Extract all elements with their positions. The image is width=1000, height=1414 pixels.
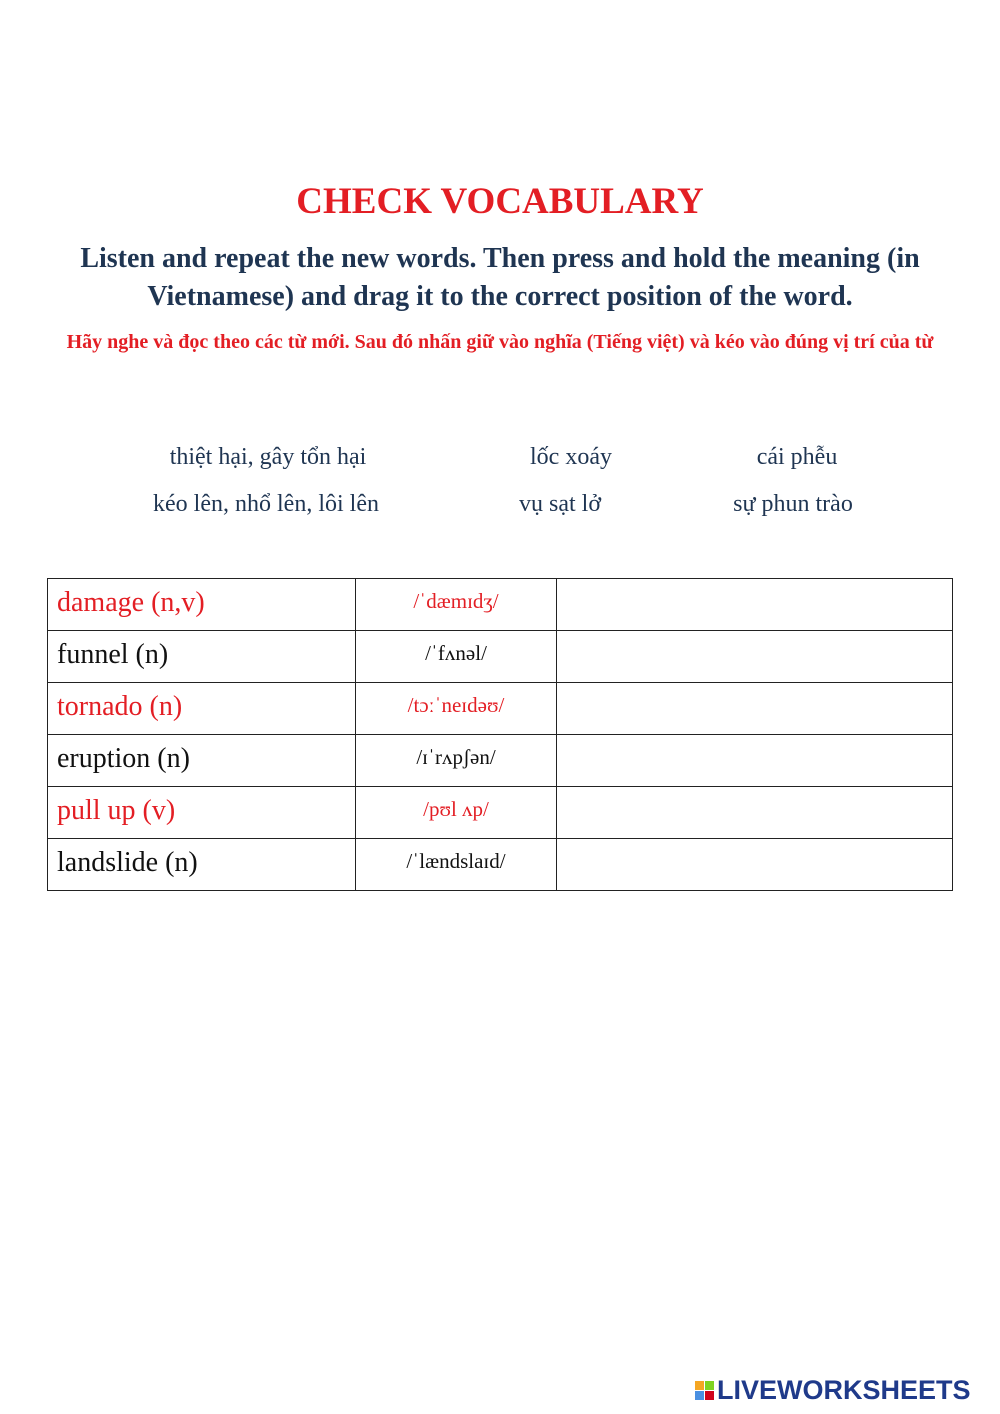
ipa-label: /tɔːˈneɪdəʊ/ <box>407 693 505 717</box>
word-label: eruption (n) <box>57 743 190 774</box>
ipa-cell <box>356 735 557 787</box>
word-label: landslide (n) <box>57 847 198 878</box>
ipa-label: /ɪˈrʌpʃən/ <box>416 745 496 769</box>
ipa-cell <box>356 631 557 683</box>
answer-drop-zone[interactable] <box>557 579 953 631</box>
word-label: funnel (n) <box>57 639 169 670</box>
instructions-english: Listen and repeat the new words. Then press and hold the meaning (in Vietnamese) and drag it to the correct position of the word. <box>80 243 920 312</box>
table-row <box>48 579 953 631</box>
liveworksheets-logo <box>695 1376 995 1404</box>
meaning-chip[interactable]: vụ sạt lở <box>518 491 602 517</box>
meaning-chip[interactable]: sự phun trào <box>733 491 853 517</box>
meaning-chip[interactable]: lốc xoáy <box>530 444 612 470</box>
word-cell <box>48 631 356 683</box>
word-cell <box>48 787 356 839</box>
word-label: damage (n,v) <box>57 587 205 618</box>
ipa-label: /ˈdæmɪdʒ/ <box>413 589 499 613</box>
answer-drop-zone[interactable] <box>557 735 953 787</box>
vocabulary-table <box>47 578 953 891</box>
logo-square <box>705 1381 714 1390</box>
table-row <box>48 787 953 839</box>
word-label: pull up (v) <box>57 795 176 826</box>
meaning-chip[interactable]: kéo lên, nhổ lên, lôi lên <box>153 491 379 517</box>
table-row <box>48 839 953 891</box>
logo-mark-icon <box>695 1381 714 1400</box>
table-row <box>48 631 953 683</box>
word-label: tornado (n) <box>57 691 183 722</box>
logo-square <box>695 1391 704 1400</box>
table-row <box>48 735 953 787</box>
ipa-label: /pʊl ʌp/ <box>423 797 489 821</box>
word-cell <box>48 735 356 787</box>
logo-text: LIVEWORKSHEETS <box>717 1374 971 1405</box>
answer-drop-zone[interactable] <box>557 787 953 839</box>
word-cell <box>48 839 356 891</box>
meaning-chip[interactable]: cái phễu <box>756 444 838 470</box>
answer-drop-zone[interactable] <box>557 839 953 891</box>
page-title: CHECK VOCABULARY <box>296 181 704 222</box>
answer-drop-zone[interactable] <box>557 631 953 683</box>
logo-square <box>705 1391 714 1400</box>
ipa-cell <box>356 579 557 631</box>
logo-square <box>695 1381 704 1390</box>
word-cell <box>48 579 356 631</box>
table-row <box>48 683 953 735</box>
meaning-chip[interactable]: thiệt hại, gây tổn hại <box>169 444 367 470</box>
ipa-cell <box>356 787 557 839</box>
answer-drop-zone[interactable] <box>557 683 953 735</box>
word-cell <box>48 683 356 735</box>
ipa-cell <box>356 839 557 891</box>
ipa-label: /ˈlændslaɪd/ <box>406 849 506 873</box>
instructions-vietnamese: Hãy nghe và đọc theo các từ mới. Sau đó nhấn giữ vào nghĩa (Tiếng việt) và kéo vào đúng vị trí của từ <box>66 331 934 353</box>
ipa-label: /ˈfʌnəl/ <box>425 641 487 665</box>
ipa-cell <box>356 683 557 735</box>
